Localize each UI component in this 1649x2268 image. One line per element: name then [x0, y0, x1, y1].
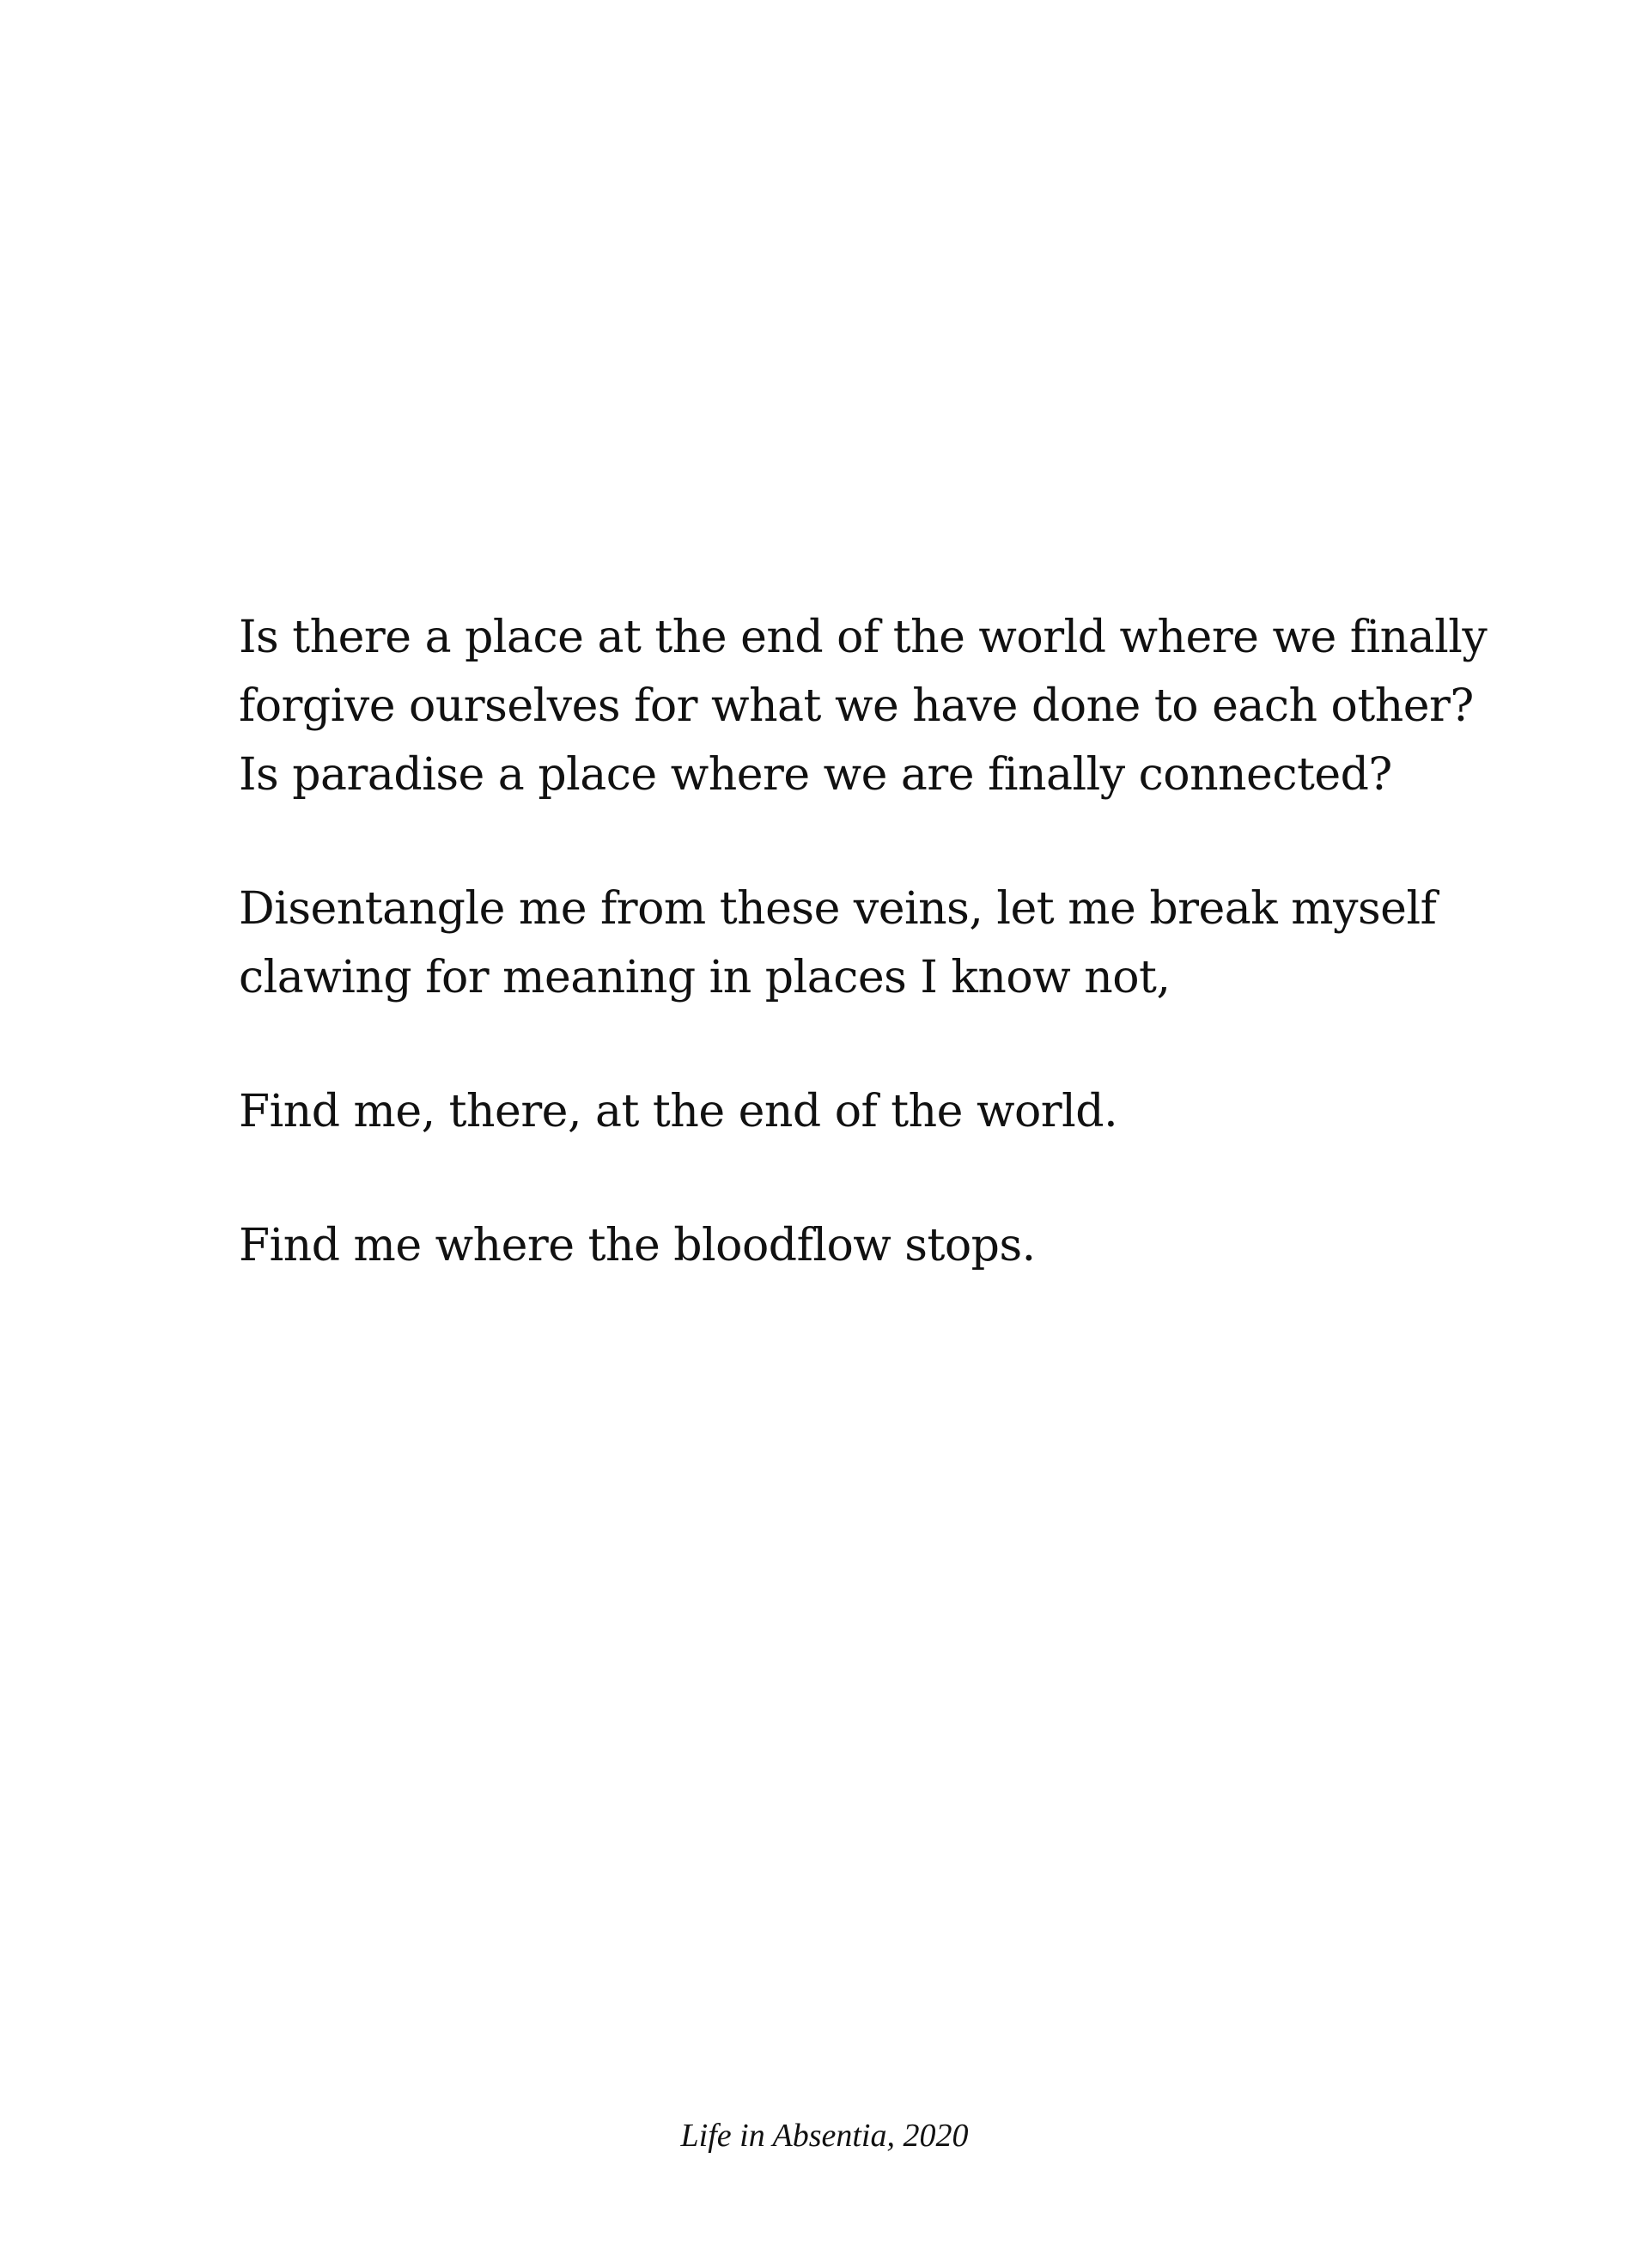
- stanza-3: [239, 1077, 1493, 1146]
- poem-line: Is there a place at the end of the world where we finally: [239, 612, 1488, 663]
- stanza-1: [239, 603, 1493, 809]
- poem-line: Find me, there, at the end of the world.: [239, 1086, 1118, 1137]
- attribution: Life in Absentia, 2020: [680, 2118, 969, 2154]
- poem-line: forgive ourselves for what we have done to each other?: [239, 680, 1474, 732]
- poem-line: Find me where the bloodflow stops.: [239, 1220, 1036, 1271]
- stanza-2: [239, 875, 1493, 1012]
- poem-line: Disentangle me from these veins, let me break myself: [239, 883, 1437, 935]
- poem-line: Is paradise a place where we are finally connected?: [239, 749, 1392, 801]
- poem-body: [239, 603, 1493, 1345]
- poem-line: clawing for meaning in places I know not,: [239, 952, 1171, 1003]
- stanza-4: [239, 1211, 1493, 1280]
